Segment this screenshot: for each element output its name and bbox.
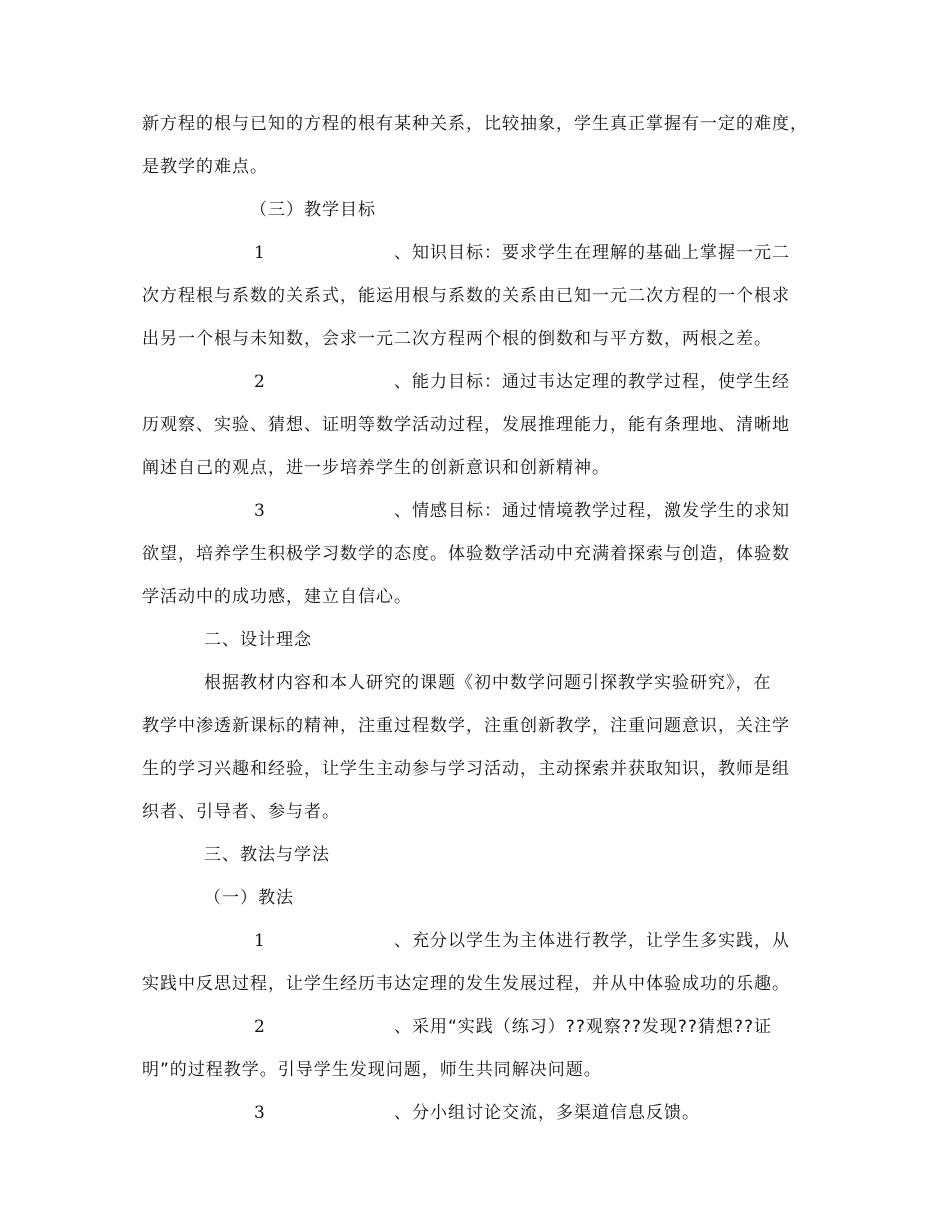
paragraph-line: 新方程的根与已知的方程的根有某种关系，比较抽象，学生真正掌握有一定的难度， — [142, 114, 808, 134]
paragraph-line: 教学中渗透新课标的精神，注重过程数学，注重创新教学，注重问题意识，关注学 — [142, 716, 790, 736]
paragraph-line: 次方程根与系数的关系式，能运用根与系数的关系由已知一元二次方程的一个根求 — [142, 286, 790, 306]
paragraph-line: 、充分以学生为主体进行教学，让学生多实践，从 — [394, 931, 790, 951]
paragraph-line: 出另一个根与未知数，会求一元二次方程两个根的倒数和与平方数，两根之差。 — [142, 329, 772, 349]
paragraph-line: 明”的过程教学。引导学生发现问题，师生共同解决问题。 — [142, 1060, 602, 1080]
subsection-heading: （一）教法 — [204, 888, 294, 908]
section-heading: （三）教学目标 — [250, 200, 376, 220]
list-number: 2 — [254, 372, 266, 392]
list-number: 2 — [254, 1017, 266, 1037]
section-heading: 二、设计理念 — [204, 630, 312, 650]
paragraph-line: 实践中反思过程，让学生经历韦达定理的发生发展过程，并从中体验成功的乐趣。 — [142, 974, 790, 994]
paragraph-line: 欲望，培养学生积极学习数学的态度。体验数学活动中充满着探索与创造，体验数 — [142, 544, 790, 564]
paragraph-line: 、能力目标：通过韦达定理的教学过程，使学生经 — [394, 372, 790, 392]
paragraph-line: 生的学习兴趣和经验，让学生主动参与学习活动，主动探索并获取知识，教师是组 — [142, 759, 790, 779]
paragraph-line: 学活动中的成功感，建立自信心。 — [142, 587, 412, 607]
list-number: 3 — [254, 1103, 266, 1123]
paragraph-line: 、知识目标：要求学生在理解的基础上掌握一元二 — [394, 243, 790, 263]
paragraph-line: 阐述自己的观点，进一步培养学生的创新意识和创新精神。 — [142, 458, 610, 478]
paragraph-line: 根据教材内容和本人研究的课题《初中数学问题引探教学实验研究》，在 — [204, 673, 772, 693]
list-number: 1 — [254, 931, 266, 951]
paragraph-line: 是教学的难点。 — [142, 157, 268, 177]
paragraph-line: 、情感目标：通过情境教学过程，激发学生的求知 — [394, 501, 790, 521]
paragraph-line: 历观察、实验、猜想、证明等数学活动过程，发展推理能力，能有条理地、清晰地 — [142, 415, 790, 435]
paragraph-line: 、采用“实践（练习）??观察??发现??猜想??证 — [394, 1017, 772, 1037]
section-heading: 三、教法与学法 — [204, 845, 330, 865]
list-number: 1 — [254, 243, 266, 263]
list-number: 3 — [254, 501, 266, 521]
paragraph-line: 、分小组讨论交流，多渠道信息反馈。 — [394, 1103, 700, 1123]
paragraph-line: 织者、引导者、参与者。 — [142, 802, 340, 822]
